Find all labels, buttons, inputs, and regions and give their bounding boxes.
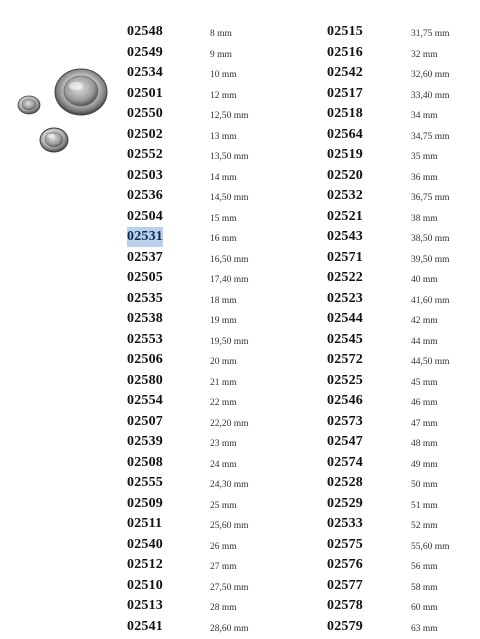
- diameter-size: 20 mm: [210, 357, 237, 367]
- catalog-row: [127, 207, 297, 228]
- diameter-size: 13 mm: [210, 131, 237, 142]
- catalog-row: [327, 535, 480, 556]
- left-column: [127, 22, 297, 637]
- article-code: 02543: [327, 229, 363, 244]
- catalog-row: [327, 453, 480, 474]
- article-code: 02528: [327, 475, 363, 490]
- diameter-size: 36,75 mm: [411, 193, 450, 203]
- catalog-row: [327, 412, 480, 433]
- catalog-row: [327, 145, 480, 166]
- catalog-row: [127, 166, 297, 187]
- article-code: 02544: [327, 311, 363, 326]
- catalog-row: [327, 350, 480, 371]
- article-code: 02548: [127, 24, 163, 39]
- catalog-row: [327, 84, 480, 105]
- article-code: 02503: [127, 167, 163, 183]
- catalog-row: [127, 309, 297, 330]
- diameter-size: 34 mm: [411, 111, 438, 121]
- diameter-size: 31,75 mm: [411, 29, 450, 39]
- diameter-size: 47 mm: [411, 418, 438, 429]
- diameter-size: 32,60 mm: [411, 70, 450, 80]
- diameter-size: 26 mm: [210, 541, 237, 552]
- article-code: 02579: [327, 618, 363, 634]
- expansion-plug-discs-photo: [14, 66, 114, 158]
- diameter-size: 48 mm: [411, 439, 438, 449]
- diameter-size: 28 mm: [210, 603, 237, 613]
- catalog-row: [127, 432, 297, 453]
- catalog-row: [127, 330, 297, 351]
- catalog-row: [127, 63, 297, 84]
- diameter-size: 49 mm: [411, 459, 438, 470]
- diameter-size: 41,60 mm: [411, 295, 450, 306]
- diameter-size: 35 mm: [411, 152, 438, 162]
- catalog-row: [127, 145, 297, 166]
- catalog-row: [127, 391, 297, 412]
- article-code: 02552: [127, 147, 163, 162]
- article-code: 02541: [127, 618, 163, 634]
- diameter-size: 52 mm: [411, 521, 438, 531]
- diameter-size: 9 mm: [210, 49, 232, 60]
- catalog-row: [127, 248, 297, 269]
- diameter-size: 24,30 mm: [210, 480, 249, 490]
- diameter-size: 27,50 mm: [210, 582, 249, 593]
- diameter-size: 10 mm: [210, 70, 237, 80]
- catalog-row: [127, 104, 297, 125]
- catalog-row: [327, 207, 480, 228]
- catalog-row: [327, 248, 480, 269]
- catalog-row: [127, 84, 297, 105]
- catalog-row: [127, 125, 297, 146]
- catalog-row: [127, 412, 297, 433]
- catalog-row: [327, 330, 480, 351]
- catalog-row: [127, 186, 297, 207]
- catalog-row: [327, 43, 480, 64]
- article-code: 02580: [127, 372, 163, 388]
- diameter-size: 13,50 mm: [210, 152, 249, 162]
- catalog-row: [327, 22, 480, 43]
- catalog-row: [127, 596, 297, 617]
- article-code: 02511: [127, 516, 163, 531]
- article-code: 02523: [327, 290, 363, 306]
- article-code: 02542: [327, 65, 363, 80]
- catalog-row: [127, 371, 297, 392]
- article-code: 02571: [327, 249, 363, 265]
- diameter-size: 38 mm: [411, 213, 438, 224]
- article-code: 02505: [127, 270, 163, 285]
- article-code: 02504: [127, 208, 163, 224]
- catalog-row: [327, 166, 480, 187]
- right-column: [327, 22, 480, 637]
- catalog-row: [327, 371, 480, 392]
- article-code: 02509: [127, 495, 163, 511]
- article-code: 02533: [327, 516, 363, 531]
- catalog-row: [327, 432, 480, 453]
- diameter-size: 22,20 mm: [210, 418, 249, 429]
- article-code: 02575: [327, 536, 363, 552]
- diameter-size: 14,50 mm: [210, 193, 249, 203]
- article-code: 02513: [127, 598, 163, 613]
- article-code: 02539: [127, 434, 163, 449]
- diameter-size: 21 mm: [210, 377, 237, 388]
- diameter-size: 12,50 mm: [210, 111, 249, 121]
- diameter-size: 25,60 mm: [210, 521, 249, 531]
- article-code: 02532: [327, 188, 363, 203]
- catalog-row: [127, 535, 297, 556]
- catalog-row: [127, 453, 297, 474]
- article-code: 02564: [327, 126, 363, 142]
- article-code: 02510: [127, 577, 163, 593]
- diameter-size: 36 mm: [411, 172, 438, 183]
- article-code: 02512: [127, 557, 163, 572]
- article-code: 02501: [127, 85, 163, 101]
- catalog-row: [127, 268, 297, 289]
- article-code: 02572: [327, 352, 363, 367]
- article-code: 02519: [327, 147, 363, 162]
- article-code: 02508: [127, 454, 163, 470]
- article-code: 02547: [327, 434, 363, 449]
- diameter-size: 58 mm: [411, 582, 438, 593]
- diameter-size: 50 mm: [411, 480, 438, 490]
- diameter-size: 56 mm: [411, 562, 438, 572]
- article-code: 02574: [327, 454, 363, 470]
- diameter-size: 45 mm: [411, 377, 438, 388]
- article-code: 02520: [327, 167, 363, 183]
- diameter-size: 18 mm: [210, 295, 237, 306]
- catalog-row: [327, 576, 480, 597]
- article-code: 02518: [327, 106, 363, 121]
- diameter-size: 19,50 mm: [210, 336, 249, 347]
- article-code: 02538: [127, 311, 163, 326]
- diameter-size: 14 mm: [210, 172, 237, 183]
- diameter-size: 63 mm: [411, 623, 438, 634]
- article-code: 02537: [127, 249, 163, 265]
- catalog-row: [127, 22, 297, 43]
- article-code: 02535: [127, 290, 163, 306]
- article-code: 02553: [127, 331, 163, 347]
- diameter-size: 16 mm: [210, 234, 237, 244]
- catalog-row: [327, 391, 480, 412]
- diameter-size: 38,50 mm: [411, 234, 450, 244]
- diameter-size: 27 mm: [210, 562, 237, 572]
- article-code: 02507: [127, 413, 163, 429]
- diameter-size: 44,50 mm: [411, 357, 450, 367]
- catalog-row: [327, 494, 480, 515]
- catalog-row: [327, 289, 480, 310]
- diameter-size: 44 mm: [411, 336, 438, 347]
- catalog-row: [327, 617, 480, 638]
- diameter-size: 28,60 mm: [210, 623, 249, 634]
- diameter-size: 34,75 mm: [411, 131, 450, 142]
- diameter-size: 16,50 mm: [210, 254, 249, 265]
- article-code: 02525: [327, 372, 363, 388]
- article-code-selected: 02531: [127, 227, 163, 247]
- diameter-size: 40 mm: [411, 275, 438, 285]
- article-code: 02534: [127, 65, 163, 80]
- diameter-size: 33,40 mm: [411, 90, 450, 101]
- article-code: 02546: [327, 393, 363, 408]
- catalog-row: [127, 473, 297, 494]
- catalog-row: [127, 555, 297, 576]
- diameter-size: 51 mm: [411, 500, 438, 511]
- diameter-size: 42 mm: [411, 316, 438, 326]
- article-code: 02522: [327, 270, 363, 285]
- catalog-row: [127, 289, 297, 310]
- diameter-size: 24 mm: [210, 459, 237, 470]
- diameter-size: 32 mm: [411, 49, 438, 60]
- article-code: 02536: [127, 188, 163, 203]
- catalog-row: [327, 309, 480, 330]
- article-code: 02578: [327, 598, 363, 613]
- diameter-size: 23 mm: [210, 439, 237, 449]
- article-code: 02573: [327, 413, 363, 429]
- diameter-size: 22 mm: [210, 398, 237, 408]
- catalog-row: [127, 514, 297, 535]
- diameter-size: 19 mm: [210, 316, 237, 326]
- catalog-row: [327, 473, 480, 494]
- article-code: 02540: [127, 536, 163, 552]
- article-code: 02577: [327, 577, 363, 593]
- diameter-size: 60 mm: [411, 603, 438, 613]
- catalog-row: [127, 617, 297, 638]
- catalog-row: [327, 514, 480, 535]
- article-code: 02549: [127, 44, 163, 60]
- diameter-size: 46 mm: [411, 398, 438, 408]
- diameter-size: 17,40 mm: [210, 275, 249, 285]
- diameter-size: 25 mm: [210, 500, 237, 511]
- catalog-row: [327, 63, 480, 84]
- catalog-row: [127, 494, 297, 515]
- catalog-row: [127, 227, 297, 248]
- article-code: 02555: [127, 475, 163, 490]
- article-code: 02576: [327, 557, 363, 572]
- diameter-size: 39,50 mm: [411, 254, 450, 265]
- catalog-row: [327, 227, 480, 248]
- catalog-row: [327, 104, 480, 125]
- article-code: 02517: [327, 85, 363, 101]
- catalog-row: [327, 596, 480, 617]
- article-code: 02550: [127, 106, 163, 121]
- diameter-size: 55,60 mm: [411, 541, 450, 552]
- catalog-row: [327, 555, 480, 576]
- article-code: 02529: [327, 495, 363, 511]
- article-code: 02545: [327, 331, 363, 347]
- catalog-row: [327, 186, 480, 207]
- catalog-row: [127, 576, 297, 597]
- diameter-size: 12 mm: [210, 90, 237, 101]
- article-code: 02516: [327, 44, 363, 60]
- catalog-row: [327, 125, 480, 146]
- article-code: 02554: [127, 393, 163, 408]
- article-code: 02502: [127, 126, 163, 142]
- article-code: 02515: [327, 24, 363, 39]
- article-code: 02521: [327, 208, 363, 224]
- catalog-row: [327, 268, 480, 289]
- article-code: 02506: [127, 352, 163, 367]
- diameter-size: 8 mm: [210, 29, 232, 39]
- catalog-row: [127, 43, 297, 64]
- diameter-size: 15 mm: [210, 213, 237, 224]
- catalog-row: [127, 350, 297, 371]
